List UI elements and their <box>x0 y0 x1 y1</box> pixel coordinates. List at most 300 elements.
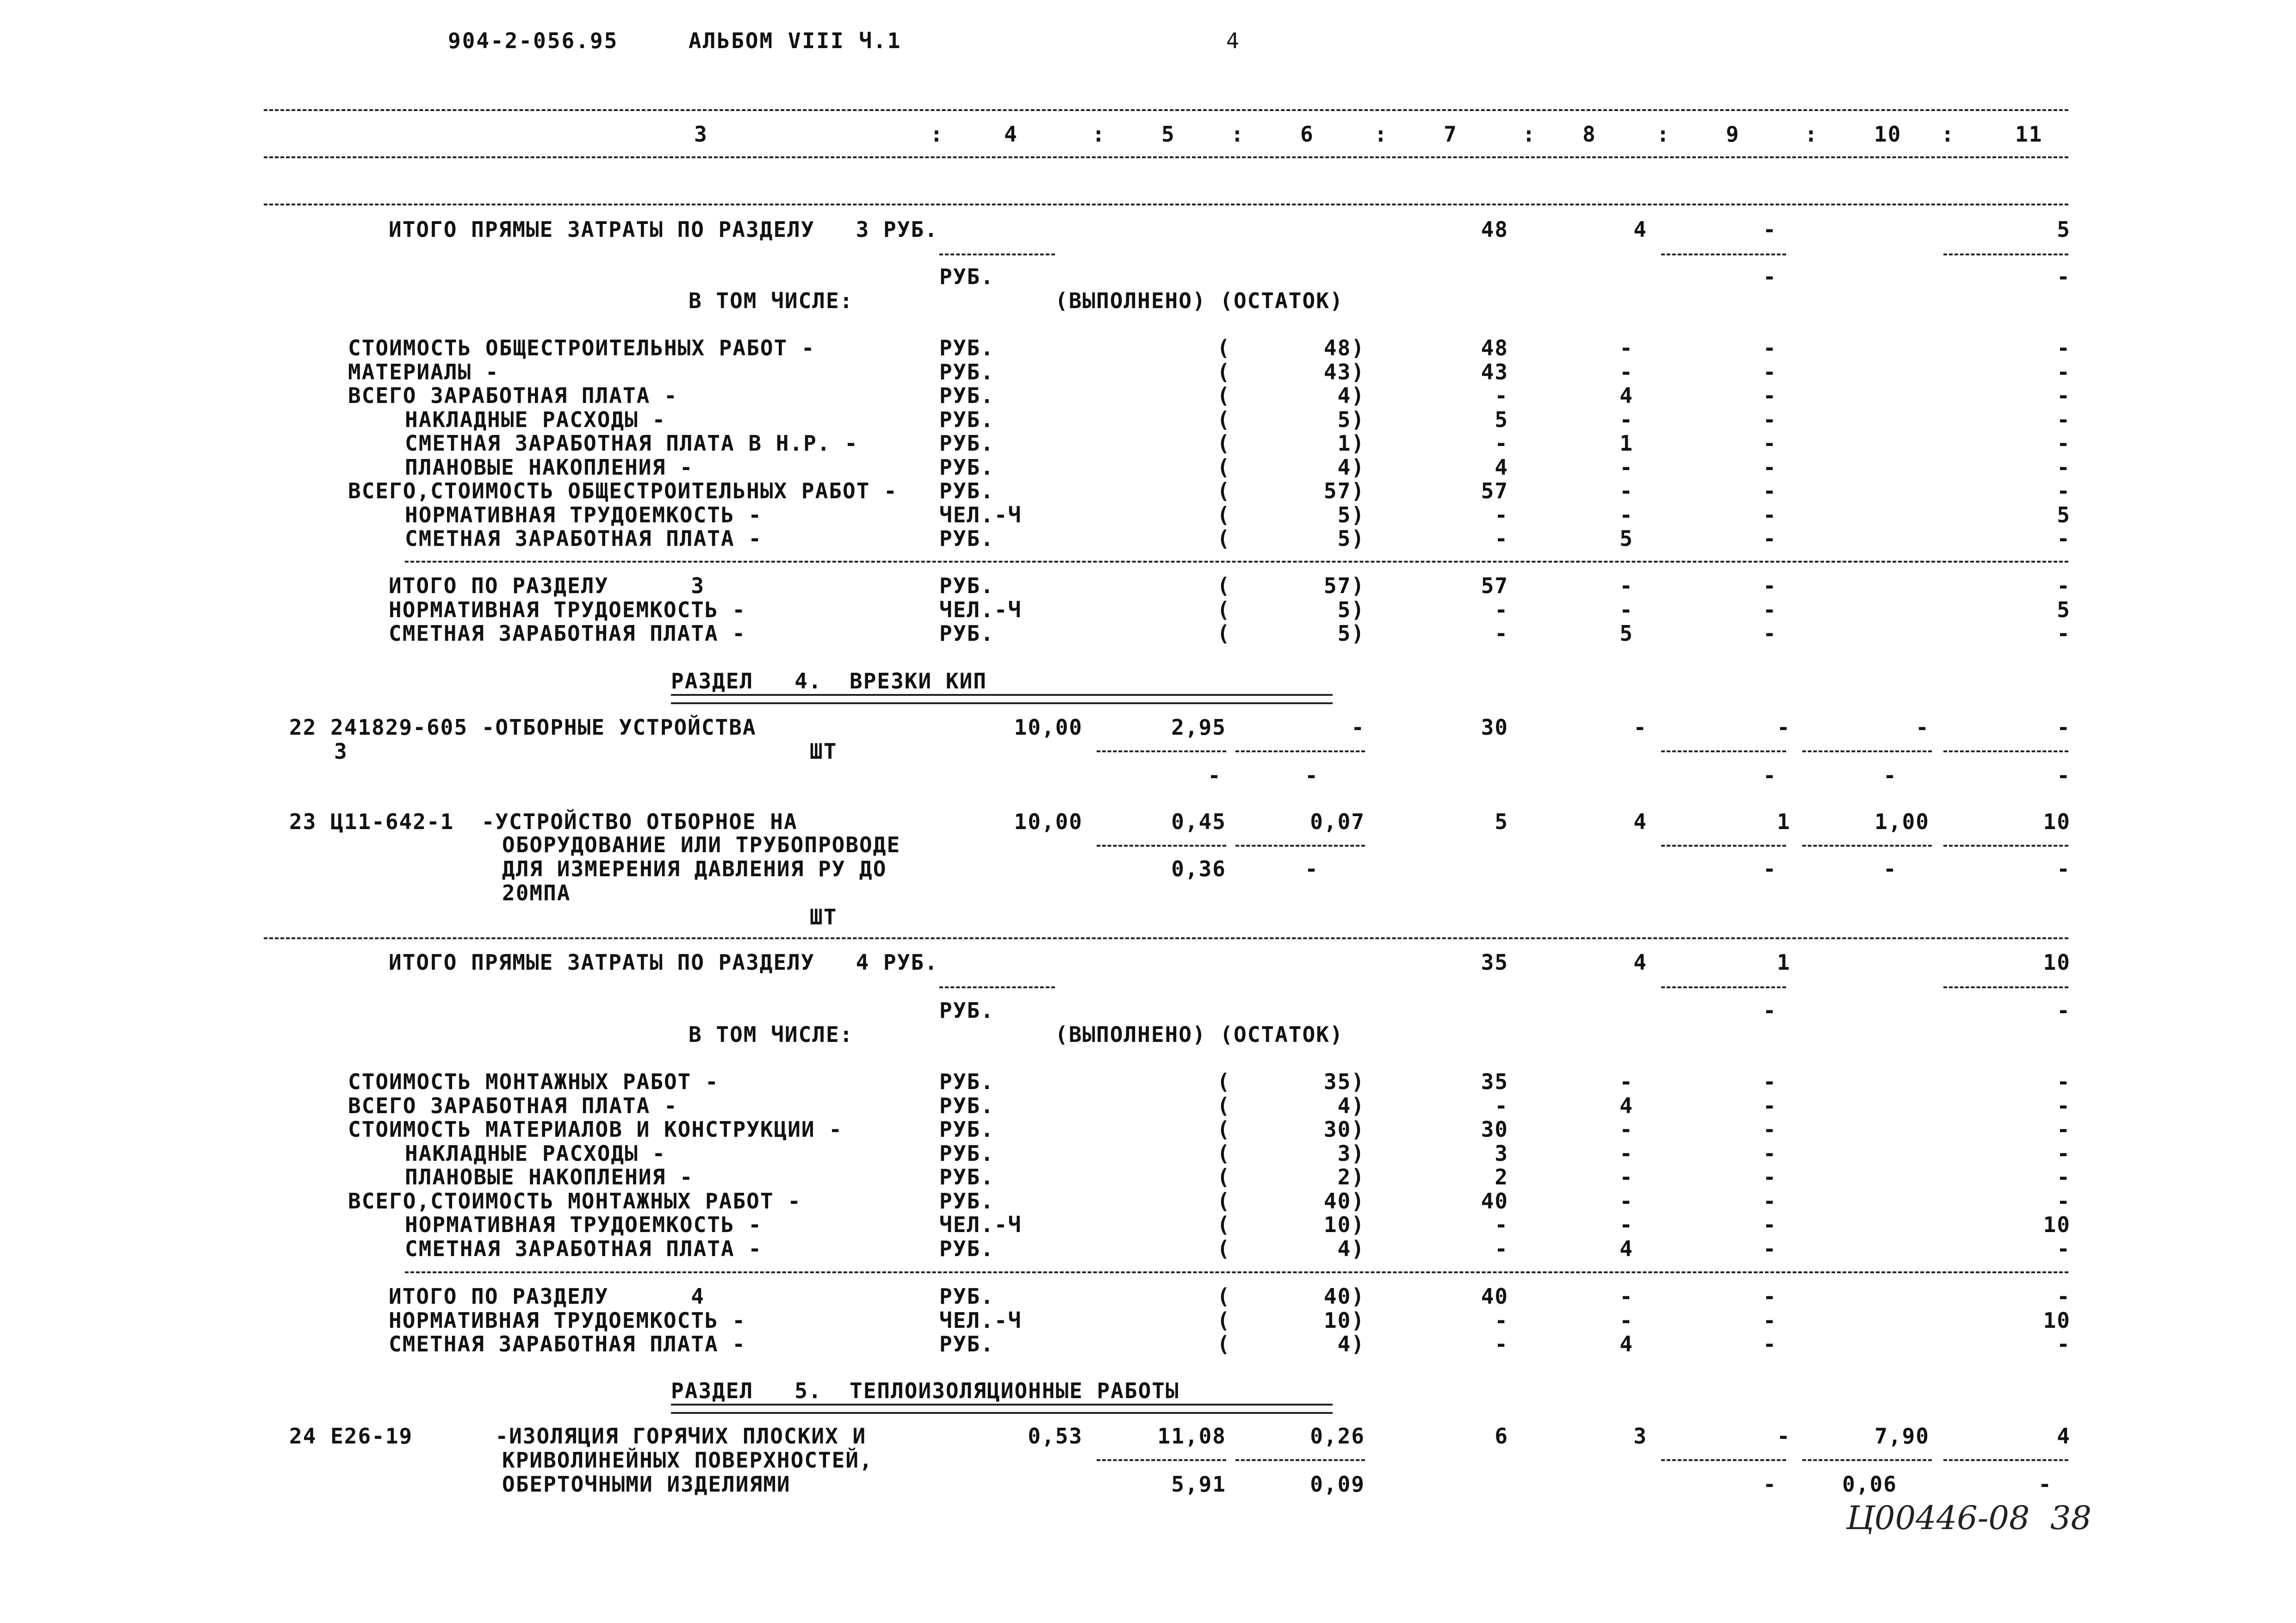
value: - <box>1883 763 1897 788</box>
column-header: 9 <box>1726 122 1740 147</box>
paren: ( <box>1217 335 1231 360</box>
short-rule <box>1661 1459 1786 1461</box>
unit: РУБ. <box>939 383 994 408</box>
paren: ( <box>1217 502 1231 527</box>
value: 4 <box>1620 1236 1633 1261</box>
value: - <box>1620 1069 1633 1094</box>
unit: РУБ. <box>939 1093 994 1118</box>
short-rule <box>1943 1459 2068 1461</box>
short-rule <box>1661 986 1786 988</box>
value: - <box>1620 359 1633 384</box>
value: 5 <box>1620 526 1633 551</box>
value: 0,06 <box>1842 1472 1897 1497</box>
value: - <box>1763 264 1777 289</box>
unit: РУБ. <box>939 998 994 1023</box>
value: - <box>1495 621 1508 646</box>
line-label: ИТОГО ПО РАЗДЕЛУ 4 <box>389 1284 705 1309</box>
line-label: СМЕТНАЯ ЗАРАБОТНАЯ ПЛАТА - <box>389 1332 746 1357</box>
item-description: КРИВОЛИНЕЙНЫХ ПОВЕРХНОСТЕЙ, <box>502 1448 873 1473</box>
paren: ( <box>1217 1117 1231 1142</box>
value: - <box>1620 502 1633 527</box>
section-title: РАЗДЕЛ 4. ВРЕЗКИ КИП <box>671 669 987 694</box>
line-label: СТОИМОСТЬ ОБЩЕСТРОИТЕЛЬНЫХ РАБОТ - <box>348 335 815 360</box>
short-rule <box>1235 1459 1365 1461</box>
line-label: СМЕТНАЯ ЗАРАБОТНАЯ ПЛАТА - <box>405 526 763 551</box>
value: 40) <box>1323 1188 1365 1214</box>
value: - <box>2057 407 2071 432</box>
line-label: ИТОГО ПО РАЗДЕЛУ 3 <box>389 573 705 598</box>
value: 10,00 <box>1014 715 1083 740</box>
value: - <box>1620 1140 1633 1166</box>
unit: РУБ. <box>939 454 994 480</box>
value: 3 <box>1633 1424 1647 1449</box>
section-title: РАЗДЕЛ 5. ТЕПЛОИЗОЛЯЦИОННЫЕ РАБОТЫ <box>671 1378 1179 1403</box>
value: - <box>2057 856 2071 881</box>
column-header: 11 <box>2015 122 2043 147</box>
value: - <box>2038 1472 2052 1497</box>
line-label: ПЛАНОВЫЕ НАКОПЛЕНИЯ - <box>405 454 694 480</box>
value: - <box>1495 502 1508 527</box>
column-header: 6 <box>1300 122 1314 147</box>
unit: РУБ. <box>939 1117 994 1142</box>
value: 10) <box>1323 1307 1365 1333</box>
value: - <box>2057 1093 2071 1118</box>
value: - <box>1763 1188 1777 1214</box>
unit: РУБ. <box>939 1284 994 1309</box>
value: - <box>1620 597 1633 622</box>
value: 2 <box>1495 1165 1508 1189</box>
value: 10 <box>2043 1307 2071 1333</box>
value: 5) <box>1337 526 1365 551</box>
value: 0,07 <box>1310 809 1365 834</box>
value: 40 <box>1481 1188 1508 1214</box>
short-rule <box>1802 750 1932 752</box>
short-rule <box>1097 750 1226 752</box>
short-rule <box>1943 986 2068 988</box>
line-label: НОРМАТИВНАЯ ТРУДОЕМКОСТЬ - <box>405 502 763 527</box>
unit: РУБ. <box>939 1069 994 1094</box>
value: - <box>2057 1140 2071 1166</box>
value: 5 <box>1495 809 1508 834</box>
line-label: НАКЛАДНЫЕ РАСХОДЫ - <box>405 407 666 432</box>
line-label: ВСЕГО,СТОИМОСТЬ ОБЩЕСТРОИТЕЛЬНЫХ РАБОТ - <box>348 478 898 503</box>
paren: ( <box>1217 1212 1231 1237</box>
column-header: 7 <box>1444 122 1458 147</box>
unit: РУБ. <box>939 526 994 551</box>
paren: ( <box>1217 597 1231 622</box>
value: 1 <box>1620 431 1633 456</box>
unit: РУБ. <box>939 335 994 360</box>
short-rule <box>1661 845 1786 847</box>
value: 4) <box>1337 383 1365 408</box>
value: - <box>2057 454 2071 480</box>
column-header: 10 <box>1874 122 1902 147</box>
unit: ЧЕЛ.-Ч <box>939 1212 1022 1237</box>
value: 3) <box>1337 1140 1365 1166</box>
header-rule <box>264 156 2068 158</box>
value: - <box>1620 573 1633 598</box>
value: 35) <box>1323 1069 1365 1094</box>
value: 0,36 <box>1171 856 1226 881</box>
value: 43 <box>1481 359 1508 384</box>
doc-code: 904-2-056.95 <box>448 28 619 53</box>
value: - <box>1763 359 1777 384</box>
unit: РУБ. <box>939 573 994 598</box>
value: - <box>1916 715 1930 740</box>
section-underline <box>671 694 1333 704</box>
short-rule <box>1943 845 2068 847</box>
unit: РУБ. <box>939 359 994 384</box>
value: - <box>1495 1212 1508 1237</box>
value: - <box>1495 526 1508 551</box>
short-rule <box>1661 750 1786 752</box>
including-label: В ТОМ ЧИСЛЕ: <box>689 288 854 313</box>
column-header: 5 <box>1161 122 1175 147</box>
value: - <box>2057 998 2071 1023</box>
value: - <box>1763 1093 1777 1118</box>
short-rule <box>1661 254 1786 255</box>
unit: ЧЕЛ.-Ч <box>939 502 1022 527</box>
value: 4) <box>1337 1332 1365 1357</box>
item-description: 24 Е26-19 -ИЗОЛЯЦИЯ ГОРЯЧИХ ПЛОСКИХ И <box>289 1424 867 1449</box>
short-rule <box>939 254 1055 255</box>
value: - <box>1883 856 1897 881</box>
value: 57) <box>1323 573 1365 598</box>
column-header: : <box>1522 122 1536 147</box>
subtotal-rule <box>405 561 2068 563</box>
value: - <box>2057 478 2071 503</box>
line-label: СМЕТНАЯ ЗАРАБОТНАЯ ПЛАТА - <box>405 1236 763 1261</box>
value: 4 <box>1633 809 1647 834</box>
value: - <box>1763 217 1777 242</box>
line-label: СМЕТНАЯ ЗАРАБОТНАЯ ПЛАТА - <box>389 621 746 646</box>
value: 5 <box>2057 597 2071 622</box>
paren: ( <box>1217 407 1231 432</box>
value: - <box>1763 763 1777 788</box>
value: - <box>1777 1424 1791 1449</box>
value: 0,09 <box>1310 1472 1365 1497</box>
line-label: ВСЕГО ЗАРАБОТНАЯ ПЛАТА - <box>348 1093 678 1118</box>
column-header: 4 <box>1004 122 1018 147</box>
value: 10) <box>1323 1212 1365 1237</box>
short-rule <box>1235 750 1365 752</box>
item-code-line: 3 <box>334 739 348 764</box>
value: - <box>1763 1117 1777 1142</box>
value: 3 <box>1495 1140 1508 1166</box>
value: - <box>1620 1188 1633 1214</box>
subtotal-rule <box>405 1271 2068 1273</box>
unit: РУБ. <box>939 621 994 646</box>
value: - <box>2057 264 2071 289</box>
value: 5 <box>2057 217 2071 242</box>
item-description: 20МПА <box>502 880 571 905</box>
value: 10 <box>2043 1212 2071 1237</box>
direct-costs-label: ИТОГО ПРЯМЫЕ ЗАТРАТЫ ПО РАЗДЕЛУ 4 РУБ. <box>389 950 938 975</box>
item-unit: ШТ <box>810 739 838 764</box>
value: 5) <box>1337 597 1365 622</box>
value: - <box>2057 1236 2071 1261</box>
paren: ( <box>1217 478 1231 503</box>
value: - <box>1620 478 1633 503</box>
value: - <box>2057 715 2071 740</box>
unit: РУБ. <box>939 1165 994 1189</box>
paren: ( <box>1217 359 1231 384</box>
value: - <box>2057 335 2071 360</box>
value: - <box>1620 1165 1633 1189</box>
short-rule <box>1802 845 1932 847</box>
value: - <box>2057 359 2071 384</box>
value: - <box>2057 431 2071 456</box>
paren: ( <box>1217 1069 1231 1094</box>
unit: ЧЕЛ.-Ч <box>939 1307 1022 1333</box>
value: - <box>1763 1472 1777 1497</box>
value: 4 <box>1620 1093 1633 1118</box>
item-description: ДЛЯ ИЗМЕРЕНИЯ ДАВЛЕНИЯ РУ ДО <box>502 856 887 881</box>
line-label: СМЕТНАЯ ЗАРАБОТНАЯ ПЛАТА В Н.Р. - <box>405 431 858 456</box>
value: - <box>1620 1117 1633 1142</box>
paren: ( <box>1217 1140 1231 1166</box>
value: - <box>1763 407 1777 432</box>
value: - <box>2057 526 2071 551</box>
value: 1 <box>1777 950 1791 975</box>
short-rule <box>1802 1459 1932 1461</box>
item-description: ОБЕРТОЧНЫМИ ИЗДЕЛИЯМИ <box>502 1472 791 1497</box>
unit: РУБ. <box>939 478 994 503</box>
value: 0,45 <box>1171 809 1226 834</box>
column-header: 3 <box>694 122 708 147</box>
short-rule <box>1235 845 1365 847</box>
value: - <box>1763 1284 1777 1309</box>
paren: ( <box>1217 573 1231 598</box>
handwritten-mark: Ц00446-08 38 <box>1846 1499 2092 1537</box>
paren: ( <box>1217 621 1231 646</box>
value: 35 <box>1481 950 1508 975</box>
value: 43) <box>1323 359 1365 384</box>
unit: ЧЕЛ.-Ч <box>939 597 1022 622</box>
value: - <box>1495 1332 1508 1357</box>
value: - <box>1495 1236 1508 1261</box>
line-label: ПЛАНОВЫЕ НАКОПЛЕНИЯ - <box>405 1165 694 1189</box>
value: - <box>2057 621 2071 646</box>
value: - <box>1763 1307 1777 1333</box>
value: - <box>1763 621 1777 646</box>
value: - <box>2057 1117 2071 1142</box>
line-label: НОРМАТИВНАЯ ТРУДОЕМКОСТЬ - <box>389 1307 746 1333</box>
value: 7,90 <box>1874 1424 1930 1449</box>
item-unit: ШТ <box>810 904 838 929</box>
value: - <box>1763 1069 1777 1094</box>
value: - <box>1763 454 1777 480</box>
value: 4) <box>1337 454 1365 480</box>
done-remainder-label: (ВЫПОЛНЕНО) (ОСТАТОК) <box>1055 288 1344 313</box>
value: - <box>1777 715 1791 740</box>
column-header: : <box>1941 122 1955 147</box>
value: - <box>1351 715 1365 740</box>
section-underline <box>671 1404 1333 1414</box>
value: 30 <box>1481 715 1508 740</box>
value: - <box>1763 1140 1777 1166</box>
value: - <box>2057 1188 2071 1214</box>
short-rule <box>1943 750 2068 752</box>
value: 0,26 <box>1310 1424 1365 1449</box>
value: 10 <box>2043 809 2071 834</box>
direct-costs-label: ИТОГО ПРЯМЫЕ ЗАТРАТЫ ПО РАЗДЕЛУ 3 РУБ. <box>389 217 938 242</box>
paren: ( <box>1217 1236 1231 1261</box>
section-rule-1 <box>264 204 2068 205</box>
value: - <box>1763 478 1777 503</box>
value: 4 <box>1633 950 1647 975</box>
value: 30 <box>1481 1117 1508 1142</box>
value: 10,00 <box>1014 809 1083 834</box>
column-header: 8 <box>1582 122 1596 147</box>
column-header: : <box>1805 122 1818 147</box>
paren: ( <box>1217 1307 1231 1333</box>
value: - <box>1620 407 1633 432</box>
value: 1) <box>1337 431 1365 456</box>
done-remainder-label: (ВЫПОЛНЕНО) (ОСТАТОК) <box>1055 1022 1344 1047</box>
paren: ( <box>1217 1332 1231 1357</box>
value: 30) <box>1323 1117 1365 1142</box>
including-label: В ТОМ ЧИСЛЕ: <box>689 1022 854 1047</box>
unit: РУБ. <box>939 1140 994 1166</box>
value: 5) <box>1337 407 1365 432</box>
value: 35 <box>1481 1069 1508 1094</box>
value: - <box>1620 1212 1633 1237</box>
value: - <box>1763 1212 1777 1237</box>
value: 5 <box>1495 407 1508 432</box>
value: - <box>1495 431 1508 456</box>
value: - <box>2057 1332 2071 1357</box>
value: 57) <box>1323 478 1365 503</box>
line-label: ВСЕГО,СТОИМОСТЬ МОНТАЖНЫХ РАБОТ - <box>348 1188 801 1214</box>
value: - <box>1495 383 1508 408</box>
album-title: АЛЬБОМ VIII Ч.1 <box>689 28 902 53</box>
value: 4 <box>1620 1332 1633 1357</box>
item-description: 23 Ц11-642-1 -УСТРОЙСТВО ОТБОРНОЕ НА <box>289 809 798 834</box>
value: - <box>1763 597 1777 622</box>
value: - <box>1763 1165 1777 1189</box>
value: 11,08 <box>1157 1424 1226 1449</box>
value: - <box>1495 597 1508 622</box>
short-rule <box>939 986 1055 988</box>
paren: ( <box>1217 383 1231 408</box>
value: 40) <box>1323 1284 1365 1309</box>
column-header: : <box>1092 122 1106 147</box>
value: 48) <box>1323 335 1365 360</box>
line-label: НАКЛАДНЫЕ РАСХОДЫ - <box>405 1140 666 1166</box>
value: - <box>2057 1165 2071 1189</box>
column-header: : <box>1374 122 1388 147</box>
value: 5 <box>1620 621 1633 646</box>
section-rule-2 <box>264 937 2068 939</box>
value: 1 <box>1777 809 1791 834</box>
value: 5) <box>1337 621 1365 646</box>
value: 4) <box>1337 1236 1365 1261</box>
paren: ( <box>1217 526 1231 551</box>
value: - <box>2057 383 2071 408</box>
value: 4 <box>1620 383 1633 408</box>
value: 4) <box>1337 1093 1365 1118</box>
unit: РУБ. <box>939 1236 994 1261</box>
value: - <box>1763 383 1777 408</box>
paren: ( <box>1217 1188 1231 1214</box>
line-label: НОРМАТИВНАЯ ТРУДОЕМКОСТЬ - <box>405 1212 763 1237</box>
paren: ( <box>1217 1093 1231 1118</box>
value: 4 <box>1633 217 1647 242</box>
item-description: 22 241829-605 -ОТБОРНЫЕ УСТРОЙСТВА <box>289 715 757 740</box>
line-label: НОРМАТИВНАЯ ТРУДОЕМКОСТЬ - <box>389 597 746 622</box>
unit: РУБ. <box>939 407 994 432</box>
top-rule <box>264 109 2068 111</box>
value: - <box>1620 1307 1633 1333</box>
short-rule <box>1097 845 1226 847</box>
paren: ( <box>1217 454 1231 480</box>
line-label: МАТЕРИАЛЫ - <box>348 359 499 384</box>
value: - <box>1305 763 1319 788</box>
value: - <box>1495 1307 1508 1333</box>
value: - <box>1763 1236 1777 1261</box>
unit: РУБ. <box>939 1332 994 1357</box>
line-label: СТОИМОСТЬ МАТЕРИАЛОВ И КОНСТРУКЦИИ - <box>348 1117 843 1142</box>
value: - <box>1763 998 1777 1023</box>
paren: ( <box>1217 1165 1231 1189</box>
line-label: ВСЕГО ЗАРАБОТНАЯ ПЛАТА - <box>348 383 678 408</box>
value: 2,95 <box>1171 715 1226 740</box>
value: 40 <box>1481 1284 1508 1309</box>
value: 0,53 <box>1028 1424 1083 1449</box>
value: 1,00 <box>1874 809 1930 834</box>
value: - <box>1763 526 1777 551</box>
value: 5,91 <box>1171 1472 1226 1497</box>
short-rule <box>1097 1459 1226 1461</box>
value: - <box>1763 856 1777 881</box>
value: - <box>1763 1332 1777 1357</box>
value: 5) <box>1337 502 1365 527</box>
value: 4 <box>2057 1424 2071 1449</box>
value: 48 <box>1481 335 1508 360</box>
value: - <box>2057 1284 2071 1309</box>
item-description: ОБОРУДОВАНИЕ ИЛИ ТРУБОПРОВОДЕ <box>502 832 901 857</box>
value: - <box>2057 1069 2071 1094</box>
value: 48 <box>1481 217 1508 242</box>
value: - <box>1763 335 1777 360</box>
value: - <box>1620 1284 1633 1309</box>
line-label: СТОИМОСТЬ МОНТАЖНЫХ РАБОТ - <box>348 1069 719 1094</box>
value: 6 <box>1495 1424 1508 1449</box>
value: - <box>1495 1093 1508 1118</box>
short-rule <box>1943 254 2068 255</box>
value: 4 <box>1495 454 1508 480</box>
value: - <box>2057 763 2071 788</box>
value: - <box>1763 431 1777 456</box>
value: - <box>1763 502 1777 527</box>
value: - <box>1620 454 1633 480</box>
column-header: : <box>930 122 944 147</box>
value: - <box>1763 573 1777 598</box>
column-header: : <box>1657 122 1670 147</box>
value: - <box>2057 573 2071 598</box>
value: 57 <box>1481 573 1508 598</box>
paren: ( <box>1217 431 1231 456</box>
value: 57 <box>1481 478 1508 503</box>
value: 10 <box>2043 950 2071 975</box>
value: - <box>1305 856 1319 881</box>
unit: РУБ. <box>939 264 994 289</box>
value: - <box>1633 715 1647 740</box>
unit: РУБ. <box>939 431 994 456</box>
value: - <box>1620 335 1633 360</box>
value: 5 <box>2057 502 2071 527</box>
